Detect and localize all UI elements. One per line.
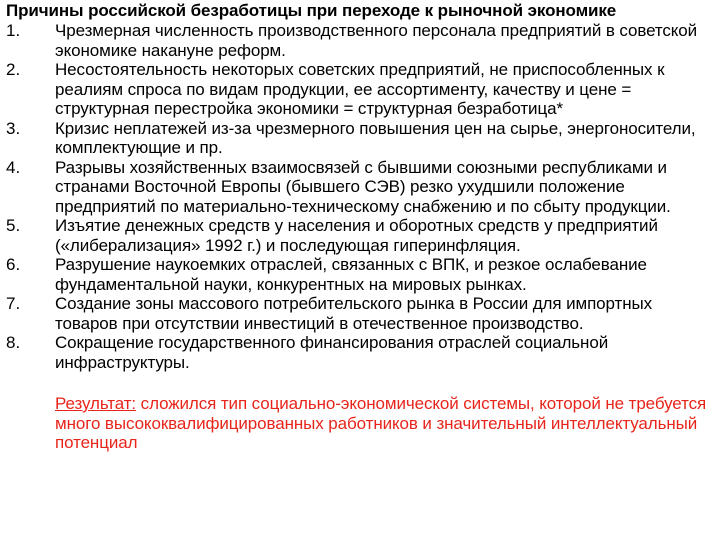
list-item-number: 5.	[6, 216, 21, 235]
list-item-number: 7.	[6, 294, 21, 313]
list-item-text: Сокращение государственного финансирования отраслей социальной инфраструктуры.	[55, 333, 609, 372]
list-item-text: Изъятие денежных средств у населения и оборотных средств у предприятий («либерализация» 1992 г.) и последующая гиперинфляция.	[55, 216, 658, 255]
list-item	[6, 21, 714, 60]
list-item-text: Создание зоны массового потребительского рынка в России для импортных товаров при отсутствии инвестиций в отечественное производство.	[55, 294, 652, 333]
list-item-number: 8.	[6, 333, 21, 352]
list-item-number: 3.	[6, 118, 21, 138]
list-item-number: 2.	[6, 60, 21, 79]
list-item-text: Разрывы хозяйственных взаимосвязей с бывшими союзными республиками и странами Восточной Европы (бывшего СЭВ) резко ухудшили положение предприятий по материально-техническому снабжению и по сбыту продукции.	[55, 157, 671, 216]
result-text: сложился тип социально-экономической системы, которой не требуется много высококвалифицированных работников и значительный интеллектуальный потенциал	[55, 394, 707, 452]
result-label: Результат:	[55, 394, 137, 413]
list-item	[6, 119, 714, 158]
causes-list	[6, 21, 714, 372]
list-item-number: 4.	[6, 157, 21, 177]
list-item	[6, 333, 714, 372]
list-item-number: 6.	[6, 255, 21, 274]
list-item	[6, 216, 714, 255]
list-item-text: Разрушение наукоемких отраслей, связанных с ВПК, и резкое ослабевание фундаментальной науки, конкурентных на мировых рынках.	[55, 255, 647, 294]
list-item	[6, 294, 714, 333]
list-item-text: Чрезмерная численность производственного персонала предприятий в советской экономике накануне реформ.	[55, 21, 698, 60]
list-item	[6, 158, 714, 217]
result-paragraph	[55, 394, 714, 453]
list-item-text: Кризис неплатежей из-за чрезмерного повышения цен на сырье, энергоносители, комплектующие и пр.	[55, 118, 696, 157]
list-item	[6, 60, 714, 119]
list-item-text: Несостоятельность некоторых советских предприятий, не приспособленных к реалиям спроса по видам продукции, ее ассортименту, качеству и цене = структурная перестройка экономики = структурная безработица*	[55, 60, 665, 118]
list-item	[6, 255, 714, 294]
page-title: Причины российской безработицы при переходе к рыночной экономике	[6, 1, 617, 20]
list-item-number: 1.	[6, 21, 21, 40]
